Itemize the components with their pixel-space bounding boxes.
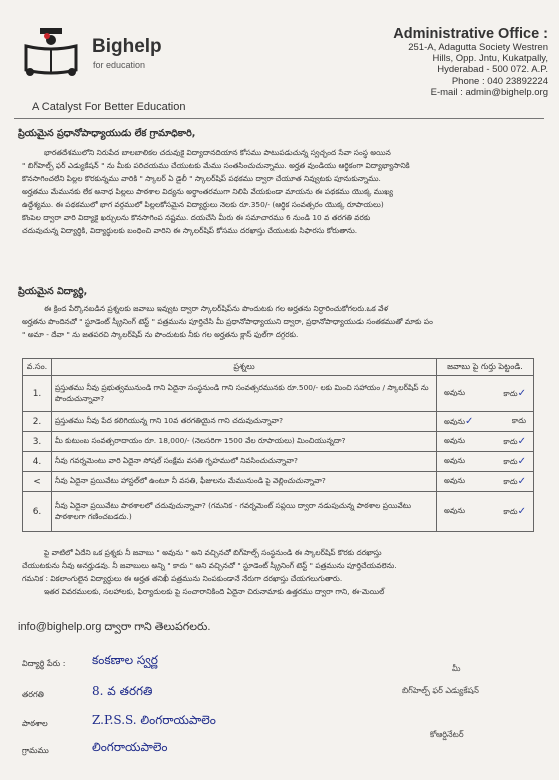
- row-number: 3.: [23, 432, 52, 452]
- intro-paragraph: [22, 146, 537, 237]
- checkmark-icon: ✓: [517, 387, 526, 399]
- village-label: గ్రామము: [22, 746, 49, 755]
- eligibility-table: [22, 358, 534, 532]
- row-question: ప్రస్తుతము నీవు ప్రభుత్వమునుండి గాని ఏదైనా సంస్థనుండి గాని సంవత్సరమునకు రూ.500/- లకు మించి సహాయం / స్కాలర్‌షిప్ ను పొందుచున్నావా?: [52, 376, 437, 412]
- col-header-answer: జవాబు పై గుర్తు పెట్టండి.: [437, 359, 534, 376]
- school-value: Z.P.S.S. లింగరాయపాలెం: [92, 713, 216, 727]
- yes-option[interactable]: అవును✓: [444, 415, 474, 427]
- row-question: ప్రస్తుతము నీవు పేద కలిగియున్న గాని 10వ తరగతియైన గాని చదువుచున్నావా?: [52, 412, 437, 432]
- col-header-questions: ప్రశ్నలు: [52, 359, 437, 376]
- student-paragraph: [22, 302, 537, 341]
- text-line: కొనసాగించలేని పిల్లల కొరకున్నము వారికి " స్కాలర్ ఏ డైలీ " స్కాలర్‌షిప్ పథకము ద్వారా చేయూత నివ్వుటకు పూనుకున్నాము.: [22, 174, 381, 183]
- text-line: అర్హతము మేమునకు లేక అనాధ పిల్లలు పాఠశాల విద్యను అర్థాంతరముగా నిలిపి వేయకుండా మాయను ఈ పథకము యొక్క ముఖ్య: [22, 187, 394, 196]
- tagline: A Catalyst For Better Education: [32, 101, 186, 113]
- class-label: తరగతి: [22, 690, 44, 699]
- text-line: పై వాటిలో ఏదేని ఒక ప్రశ్నకు నీ జవాబు " అవును " అని వచ్చినచో బిగ్‌హెల్ప్ సంస్థనుండి ఈ స్కాలర్‌షిప్ కొరకు దరఖాస్తు: [44, 548, 382, 557]
- no-option[interactable]: కాదు✓: [503, 455, 526, 467]
- checkmark-icon: ✓: [517, 505, 526, 517]
- office-address-block: [348, 26, 548, 98]
- row-question: నీవు ఏదైనా ప్రయివేటు పాఠశాలలో చదువుచున్నావా? (గమనిక - గవర్నమెంట్ సప్లయి ద్వారా నడుపుచున్న పాఠశాల ప్రయివేటు పాఠశాలగా గణించబడదు.): [52, 492, 437, 532]
- no-option[interactable]: కాదు: [511, 415, 526, 425]
- row-question: నీవు గవర్నమెంటు వారి ఏదైనా సోషల్ సంక్షేమ వసతి గృహములో నివసించుచున్నావా?: [52, 452, 437, 472]
- text-line: అర్హతను పొందినచో " స్టూడెంట్ స్క్రీనింగ్ టెస్ట్ " పత్రమును పూర్తిచేసి మీ ప్రధానోపాధ్యాయుని ద్వారా, ప్రధానోపాధ్యాయుడు సంతకముతో మాకు పం: [22, 317, 433, 326]
- office-line: Hills, Opp. Jntu, Kukatpally,: [432, 53, 548, 65]
- text-line: భారతదేశములోని నిరుపేద బాలబాలికల చదువుకై విద్యాదానదియాన కోసము పాటుపడుచున్న స్వచ్ఛంద సేవా సంస్థ అయిన: [44, 148, 391, 157]
- checkmark-icon: ✓: [517, 455, 526, 467]
- row-number: 6.: [23, 492, 52, 532]
- text-line: ఇతర వివరములకు, సలహాలకు, ఫిర్యాదులకు పై సంచారానికింది ఏదైనా చిరునామాకు ఉత్తరము ద్వారా గాని, ఈ-మెయిల్: [44, 587, 385, 596]
- text-line: ఈ క్రింద పేర్కొనబడిన ప్రశ్నలకు జవాబు ఇవ్వుట ద్వారా స్కాలర్‌షిప్‌ను పొందుటకు గల అర్హతను నిర్ధారించుకోగలరు.ఒక వేళ: [44, 304, 389, 313]
- table-row: [23, 412, 534, 432]
- text-line: కొంపెల ద్వారా వారి విద్యాకై ఖర్చులను కొనసాగింప నష్టము. దయచేసి మీరు ఈ సమాచారము 6 నుండి 10 వ తరగతి వరకు: [22, 213, 371, 222]
- yes-option[interactable]: అవును: [444, 455, 466, 465]
- table-row: [23, 376, 534, 412]
- text-line: " బిగ్‌హెల్ప్ ఫర్ ఎడ్యుకేషన్ " ను మీకు పరిచయము చేయుటకు మేము సంతసించుచున్నాము. అర్హత వుండియు ఆర్థికంగా విద్యాభ్యాసానికి: [22, 161, 410, 170]
- row-number: <: [23, 472, 52, 492]
- text-line: ఉద్దేశ్యము. ఈ పథకములో భాగ వర్గములో పిల్లలకోసమైన విద్యార్థులు నెలకు రూ.350/- (ఆర్థిక సంవత్సరం యొక్క రూపాయలు): [22, 200, 384, 209]
- office-line: 251-A, Adagutta Society Westren: [408, 42, 548, 53]
- school-label: పాఠశాల: [22, 719, 48, 728]
- table-row: [23, 472, 534, 492]
- checkmark-icon: ✓: [517, 435, 526, 447]
- no-option[interactable]: కాదు✓: [503, 435, 526, 447]
- text-line: " అమా - దేవా " ను జతపరచి స్కాలర్‌షిప్ ను పొందుటకు నీకు గల అర్హతను క్లాస్ ఫుల్‌గా దగ్గరకు.: [22, 330, 299, 339]
- yes-option[interactable]: అవును: [444, 505, 466, 515]
- checkmark-icon: ✓: [517, 475, 526, 487]
- row-number: 2.: [23, 412, 52, 432]
- text-line: చేయుటకును నీవు అనర్హుడవు. నీ జవాబులు అన్ని " కాదు " అని వచ్చినచో " స్టూడెంట్ స్క్రీనింగ్ టెస్ట్ " పత్రమును పూర్తిచేయవలెను.: [22, 561, 397, 570]
- office-email: E-mail : admin@bighelp.org: [430, 86, 548, 98]
- header-divider: [14, 118, 544, 119]
- no-option[interactable]: కాదు✓: [503, 387, 526, 399]
- instructions-paragraph: [22, 546, 537, 598]
- village-value: లింగరాయపాలెం: [92, 740, 168, 754]
- signature-org: బిగ్‌హెల్ప్ ఫర్ ఎడ్యుకేషన్: [402, 686, 479, 695]
- signature-yours: మీ: [452, 664, 461, 673]
- yes-option[interactable]: అవును: [444, 435, 466, 445]
- salutation-student: ప్రియమైన విద్యార్థి,: [18, 286, 88, 297]
- col-header-number: వ.సం.: [23, 359, 52, 376]
- row-question: నీవు ఏదైనా ప్రయివేటు హాస్టల్‌లో ఉంటూ నీ వసతి, ఫీజులను మేమునుండి పై వెల్లించుచున్నావా?: [52, 472, 437, 492]
- yes-option[interactable]: అవును: [444, 475, 466, 485]
- office-line: Hyderabad - 500 072. A.P.: [437, 64, 548, 76]
- no-option[interactable]: కాదు✓: [503, 505, 526, 517]
- table-row: [23, 492, 534, 532]
- row-number: 1.: [23, 376, 52, 412]
- table-header-row: [23, 359, 534, 376]
- yes-option[interactable]: అవును: [444, 387, 466, 397]
- table-row: [23, 452, 534, 472]
- text-line: చదువుచున్న విద్యార్థికి, విద్యార్థులకు బంధించి వారిని ఈ స్కాలర్‌షిప్ కోసము దరఖాస్తు చేయుటకు సిఫారసు కోరుతాను.: [22, 226, 358, 235]
- office-title: Administrative Office :: [393, 26, 548, 42]
- row-question: మీ కుటుంబ సంవత్సరాదాయం రూ. 18,000/- (నెలసరిగా 1500 వేల రూపాయలు) మించియున్నదా?: [52, 432, 437, 452]
- row-number: 4.: [23, 452, 52, 472]
- brand-name: Bighelp: [92, 36, 162, 57]
- bighelp-logo-icon: [18, 24, 88, 80]
- contact-email-line: info@bighelp.org ద్వారా గాని తెలుపగలరు.: [18, 621, 211, 633]
- no-option[interactable]: కాదు✓: [503, 475, 526, 487]
- checkmark-icon: ✓: [465, 415, 474, 427]
- student-name-value: కంకణాల స్వర్ణ: [92, 653, 158, 667]
- table-row: [23, 432, 534, 452]
- student-name-label: విద్యార్థి పేరు :: [22, 659, 66, 668]
- office-line: Phone : 040 23892224: [451, 75, 548, 87]
- brand-subtitle: for education: [93, 60, 146, 70]
- class-value: 8. వ తరగతి: [92, 684, 153, 698]
- signature-role: కోఆర్డినేటర్: [430, 730, 464, 739]
- salutation-headmaster: ప్రియమైన ప్రధానోపాధ్యాయుడు లేక గ్రామాధికారి,: [18, 128, 196, 139]
- text-line: గమనిక : వికలాంగులైన విద్యార్థులు ఈ అర్హత తనిఖీ పత్రమును నింపకుండానే నేరుగా దరఖాస్తు చేయగలుగుతారు.: [22, 574, 343, 583]
